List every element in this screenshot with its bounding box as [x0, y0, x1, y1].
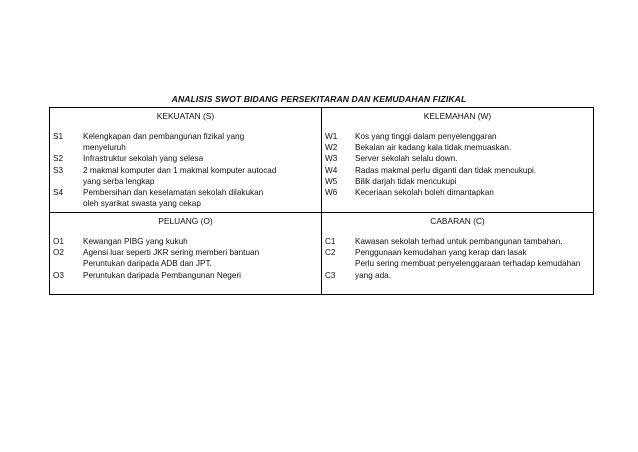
- item-list: [322, 236, 593, 281]
- item-text: yang serba lengkap: [83, 176, 155, 186]
- item-text: Bekalan air kadang kala tidak memuaskan.: [355, 143, 512, 153]
- quadrant-heading: KEKUATAN (S): [156, 111, 215, 121]
- item-code: S1: [53, 132, 64, 141]
- list-item: [50, 236, 321, 247]
- item-code: W2: [325, 143, 338, 153]
- item-code: C1: [325, 237, 336, 246]
- list-item: [322, 165, 593, 176]
- item-text: menyeluruh: [83, 143, 126, 153]
- swot-table: [49, 107, 594, 295]
- item-text: Keceriaan sekolah boleh dimantapkan: [355, 188, 494, 198]
- item-text: Pembersihan dan keselamatan sekolah dilakukan: [83, 188, 264, 198]
- item-code: [322, 258, 355, 269]
- list-item: [50, 153, 321, 164]
- item-list: [50, 236, 321, 281]
- item-text: Kawasan sekolah terhad untuk pembangunan tambahan.: [355, 237, 563, 246]
- item-code: W1: [325, 132, 338, 141]
- item-text: Kelengkapan dan pembangunan fizikal yang: [83, 132, 245, 141]
- item-text: Perlu sering membuat penyelenggaraan terhadap kemudahan: [355, 259, 581, 269]
- item-code: C3: [325, 270, 336, 280]
- item-text: 2 makmal komputer dan 1 makmal komputer autocad: [83, 165, 277, 175]
- item-code: S2: [53, 154, 64, 164]
- item-text: Peruntukan daripada ADB dan JPT.: [83, 259, 212, 269]
- item-text: Kewangan PIBG yang kukuh: [83, 237, 188, 246]
- item-text: Bilik darjah tidak mencukupi: [355, 176, 457, 186]
- item-code: W4: [325, 165, 338, 175]
- list-item: [322, 270, 593, 281]
- list-item: [50, 198, 321, 209]
- quadrant-opportunities: [50, 213, 322, 295]
- item-code: W5: [325, 176, 338, 186]
- list-item: [322, 153, 593, 164]
- list-item: [50, 165, 321, 176]
- item-text: Radas makmal perlu diganti dan tidak mencukupi.: [355, 165, 537, 175]
- quadrant-weaknesses: [322, 108, 594, 213]
- item-text: yang ada.: [355, 270, 391, 280]
- item-text: oleh syarikat swasta yang cekap: [83, 199, 201, 209]
- quadrant-strengths: [50, 108, 322, 213]
- list-item: [50, 176, 321, 187]
- quadrant-heading: PELUANG (O): [158, 216, 213, 226]
- list-item: [322, 131, 593, 142]
- item-code: [50, 258, 83, 269]
- list-item: [322, 142, 593, 153]
- item-code: O2: [53, 248, 64, 258]
- item-code: C2: [325, 248, 336, 258]
- list-item: [322, 236, 593, 247]
- item-text: Peruntukan daripada Pembangunan Negeri: [83, 270, 241, 280]
- item-code: O3: [53, 270, 64, 280]
- item-text: Agensi luar seperti JKR sering memberi bantuan: [83, 248, 260, 258]
- item-list: [50, 131, 321, 209]
- item-code: [50, 176, 83, 187]
- item-code: S4: [53, 188, 64, 198]
- item-code: O1: [53, 237, 64, 246]
- list-item: [50, 258, 321, 269]
- item-text: Penggunaan kemudahan yang kerap dan lasak: [355, 248, 527, 258]
- list-item: [322, 247, 593, 258]
- item-text: Kos yang tinggi dalam penyelenggaran: [355, 132, 497, 141]
- list-item: [322, 258, 593, 269]
- quadrant-heading: KELEMAHAN (W): [423, 111, 492, 121]
- list-item: [322, 187, 593, 198]
- item-list: [322, 131, 593, 198]
- swot-row-external: [50, 213, 594, 295]
- list-item: [50, 187, 321, 198]
- item-code: W6: [325, 188, 338, 198]
- list-item: [322, 176, 593, 187]
- item-code: W3: [325, 154, 338, 164]
- item-text: Infrastruktur sekolah yang selesa: [83, 154, 204, 164]
- list-item: [50, 247, 321, 258]
- item-code: [50, 198, 83, 209]
- item-text: Server sekolah selalu down.: [355, 154, 458, 164]
- swot-row-internal: [50, 108, 594, 213]
- list-item: [50, 131, 321, 142]
- item-code: [50, 142, 83, 153]
- document-title: ANALISIS SWOT BIDANG PERSEKITARAN DAN KEMUDAHAN FIZIKAL: [171, 94, 467, 104]
- list-item: [50, 142, 321, 153]
- item-code: S3: [53, 165, 64, 175]
- quadrant-threats: [322, 213, 594, 295]
- list-item: [50, 270, 321, 281]
- quadrant-heading: CABARAN (C): [430, 216, 485, 226]
